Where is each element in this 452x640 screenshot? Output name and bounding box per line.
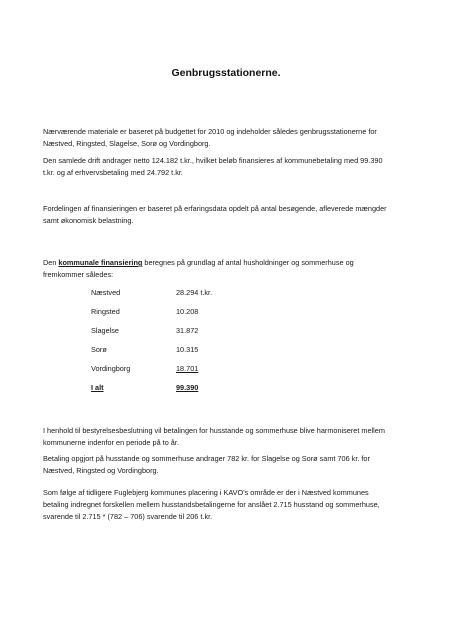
table-row-name: Slagelse bbox=[91, 326, 119, 335]
table-row-name: Næstved bbox=[91, 288, 121, 297]
paragraph-line: Betaling opgjort på husstande og sommerhuse andrager 782 kr. for Slagelse og Sorø samt 706 kr. for bbox=[43, 454, 370, 463]
table-total-name: I alt bbox=[91, 383, 104, 392]
text-span: beregnes på grundlag af antal husholdninger og sommerhuse og bbox=[142, 258, 354, 267]
table-row-name: Vordingborg bbox=[91, 364, 131, 373]
paragraph-fuglebjerg bbox=[43, 487, 423, 523]
table-row-name: Ringsted bbox=[91, 307, 120, 316]
paragraph-line: fremkommer således: bbox=[43, 270, 114, 279]
paragraph-line: Fordelingen af finansieringen er baseret på erfaringsdata opdelt på antal besøgende, afleverede mængder bbox=[43, 204, 387, 213]
paragraph-line: svarende til 2.715 * (782 – 706) svarende til 206 t.kr. bbox=[43, 512, 213, 521]
paragraph-line bbox=[43, 257, 423, 269]
table-total-value: 99.390 bbox=[176, 383, 199, 392]
table-row-value: 28.294 t.kr. bbox=[176, 288, 213, 297]
paragraph-line: I henhold til bestyrelsesbeslutning vil betalingen for husstande og sommerhuse blive harmoniseret mellem bbox=[43, 426, 385, 435]
paragraph-operating-cost bbox=[43, 155, 423, 179]
paragraph-line: kommunerne indenfor en periode på to år. bbox=[43, 438, 179, 447]
paragraph-financing-basis bbox=[43, 203, 423, 227]
paragraph-line: Nærværende materiale er baseret på budgettet for 2010 og indeholder således genbrugsstationerne for bbox=[43, 127, 377, 136]
table-row-value: 18.701 bbox=[176, 364, 199, 373]
text-span: Den bbox=[43, 258, 59, 267]
paragraph-municipal-financing bbox=[43, 257, 423, 281]
paragraph-line: samt økonomisk belastning. bbox=[43, 216, 134, 225]
paragraph-line: Den samlede drift andrager netto 124.182 t.kr., hvilket beløb finansieres af kommunebetaling med 99.390 bbox=[43, 156, 383, 165]
table-row-value: 10.208 bbox=[176, 307, 199, 316]
underlined-term: kommunale finansiering bbox=[58, 258, 143, 267]
paragraph-household-payment bbox=[43, 453, 423, 477]
paragraph-line: Som følge af tidligere Fuglebjerg kommunes placering i KAVO's område er der i Næstved kommunes bbox=[43, 488, 369, 497]
table-row-value: 10.315 bbox=[176, 345, 199, 354]
document-title: Genbrugsstationerne. bbox=[171, 67, 281, 79]
paragraph-line: t.kr. og af erhvervsbetaling med 24.792 t.kr. bbox=[43, 168, 183, 177]
paragraph-harmonisation bbox=[43, 425, 423, 449]
paragraph-line: Næstved, Ringsted og Vordingborg. bbox=[43, 466, 159, 475]
paragraph-intro bbox=[43, 126, 423, 150]
paragraph-line: betaling indregnet forskellen mellem husstandsbetalingerne for anslået 2.715 husstand og sommerhuse, bbox=[43, 500, 380, 509]
table-row-name: Sorø bbox=[91, 345, 107, 354]
table-row-value: 31.872 bbox=[176, 326, 199, 335]
paragraph-line: Næstved, Ringsted, Slagelse, Sorø og Vordingborg. bbox=[43, 139, 211, 148]
